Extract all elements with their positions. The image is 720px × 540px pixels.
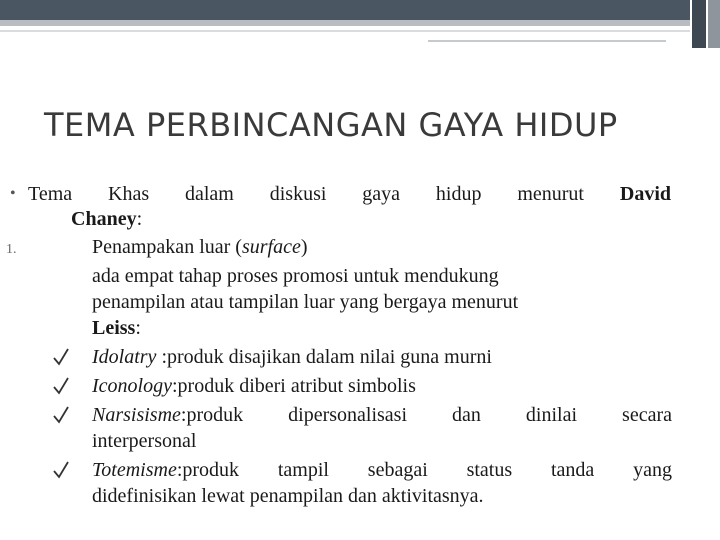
check-term: Totemisme	[92, 459, 177, 481]
intro-line-2: Chaney:	[71, 208, 143, 230]
corner-block-light	[708, 0, 720, 48]
header-bar-light	[0, 20, 690, 26]
checkmark-icon	[52, 459, 70, 481]
check-term: Narsisisme	[92, 404, 181, 426]
item1-heading: Penampakan luar (surface)	[92, 236, 308, 258]
check-term: Iconology	[92, 375, 172, 397]
intro-line-1: Tema Khas dalam diskusi gaya hidup menurut David	[28, 183, 671, 205]
bullet-icon: •	[10, 185, 16, 202]
page-title: TEMA PERBINCANGAN GAYA HIDUP	[44, 106, 618, 144]
header-accent-line	[428, 40, 666, 42]
list-number: 1.	[6, 242, 17, 257]
checkmark-icon	[52, 346, 70, 368]
header-thin-line	[0, 30, 690, 32]
checkmark-icon	[52, 404, 70, 426]
header-bar	[0, 0, 690, 20]
intro-author-first: David	[619, 183, 671, 205]
check-term: Idolatry	[92, 346, 157, 368]
checkmark-icon	[52, 375, 70, 397]
intro-author-last: Chaney	[71, 208, 137, 230]
corner-block-dark	[692, 0, 706, 48]
